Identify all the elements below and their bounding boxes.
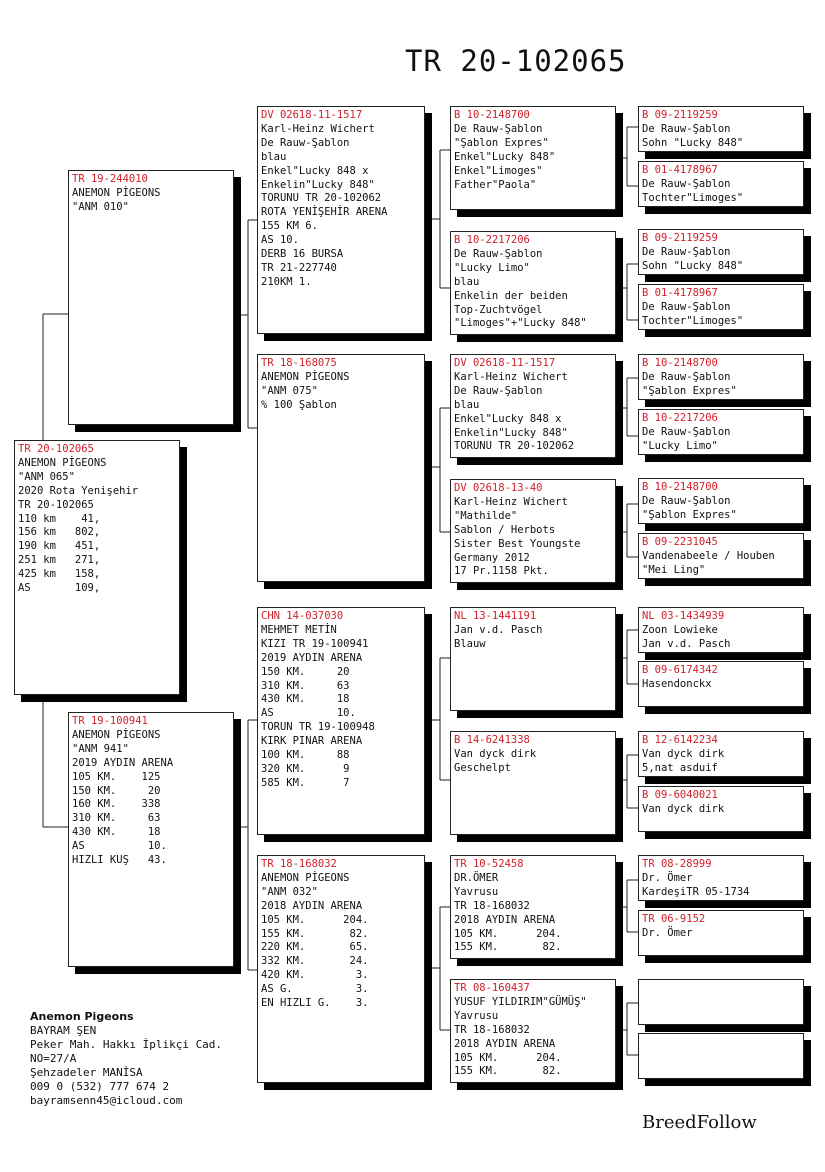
pigeon-details xyxy=(642,495,800,523)
detail-line: 2018 AYDIN ARENA xyxy=(261,899,363,912)
pigeon-details xyxy=(454,371,612,454)
detail-line: 210KM 1. xyxy=(261,275,312,288)
detail-line: 320 KM. 9 xyxy=(261,762,350,775)
detail-line: 310 KM. 63 xyxy=(72,812,161,825)
detail-line: "Lucky Limo" xyxy=(454,261,530,274)
detail-line: 150 KM. 20 xyxy=(72,784,161,797)
detail-line: AS 109, xyxy=(18,582,101,595)
detail-line: Sohn "Lucky 848" xyxy=(642,136,744,149)
detail-line: Jan v.d. Pasch xyxy=(642,637,731,650)
breeder-contact xyxy=(30,1010,222,1108)
ring-number: TR 18-168075 xyxy=(261,357,337,369)
pigeon-details xyxy=(642,301,800,329)
sire-card[interactable] xyxy=(68,170,234,425)
ancestor-card[interactable] xyxy=(638,409,804,455)
detail-line: ANEMON PİGEONS xyxy=(18,456,107,469)
ancestor-card[interactable] xyxy=(638,855,804,901)
great-grandparent-card[interactable] xyxy=(450,106,616,210)
pigeon-details xyxy=(261,371,421,413)
detail-line: DR.ÖMER xyxy=(454,871,499,884)
detail-line: Tochter"Limoges" xyxy=(642,191,744,204)
detail-line: AS 10. xyxy=(72,840,167,853)
ring-number: B 01-4178967 xyxy=(642,287,718,299)
grandparent-card[interactable] xyxy=(257,607,425,835)
detail-line: blau xyxy=(261,150,287,163)
detail-line: "ANM 065" xyxy=(18,470,75,483)
detail-line: KardeşiTR 05-1734 xyxy=(642,885,750,898)
detail-line: 430 KM. 18 xyxy=(72,826,161,839)
pigeon-details xyxy=(642,246,800,274)
detail-line: 430 KM. 18 xyxy=(261,693,350,706)
detail-line: "ANM 010" xyxy=(72,200,129,213)
pigeon-details xyxy=(642,550,800,578)
detail-line: Top-Zuchtvögel xyxy=(454,303,543,316)
ring-number: TR 08-28999 xyxy=(642,858,712,870)
detail-line: "Mei Ling" xyxy=(642,563,706,576)
dam-card[interactable] xyxy=(68,712,234,967)
pigeon-details xyxy=(454,624,612,652)
detail-line: Father"Paola" xyxy=(454,178,537,191)
detail-line: Sablon / Herbots xyxy=(454,523,556,536)
ancestor-card[interactable] xyxy=(638,161,804,207)
ring-number: TR 10-52458 xyxy=(454,858,524,870)
detail-line: AS 10. xyxy=(261,707,356,720)
subject-pigeon-card[interactable] xyxy=(14,440,180,695)
detail-line: De Rauw-Şablon xyxy=(642,370,731,383)
ancestor-card-empty[interactable] xyxy=(638,1033,804,1079)
ring-number: TR 06-9152 xyxy=(642,913,706,925)
grandparent-card[interactable] xyxy=(257,106,425,334)
detail-line: ANEMON PİGEONS xyxy=(261,370,350,383)
ring-number: B 09-6040021 xyxy=(642,789,718,801)
detail-line: Hasendonckx xyxy=(642,677,712,690)
detail-line: 105 KM. 204. xyxy=(454,1051,562,1064)
detail-line: Tochter"Limoges" xyxy=(642,314,744,327)
detail-line: 150 KM. 20 xyxy=(261,665,350,678)
detail-line: 155 KM 6. xyxy=(261,220,318,233)
detail-line: EN HIZLI G. 3. xyxy=(261,997,369,1010)
great-grandparent-card[interactable] xyxy=(450,479,616,583)
detail-line: DERB 16 BURSA xyxy=(261,248,344,261)
detail-line: Dr. Ömer xyxy=(642,926,693,939)
detail-line: 160 KM. 338 xyxy=(72,798,161,811)
ring-number: DV 02618-11-1517 xyxy=(261,109,363,121)
detail-line: Yavrusu xyxy=(454,885,499,898)
detail-line: Sister Best Youngste xyxy=(454,537,581,550)
grandparent-card[interactable] xyxy=(257,855,425,1083)
detail-line: "Şablon Expres" xyxy=(454,136,549,149)
detail-line: 425 km 158, xyxy=(18,568,101,581)
detail-line: 2018 AYDIN ARENA xyxy=(454,1037,556,1050)
detail-line: bayramsenn45@icloud.com xyxy=(30,1094,183,1107)
ancestor-card[interactable] xyxy=(638,910,804,956)
detail-line: Vandenabeele / Houben xyxy=(642,549,775,562)
detail-line: KIRK PINAR ARENA xyxy=(261,735,363,748)
pigeon-details xyxy=(72,187,230,215)
pigeon-details xyxy=(642,624,800,652)
detail-line: De Rauw-Şablon xyxy=(642,425,731,438)
detail-line: TORUNU TR 20-102062 xyxy=(261,192,382,205)
detail-line: TORUN TR 19-100948 xyxy=(261,721,375,734)
detail-line: blau xyxy=(454,398,480,411)
pigeon-details xyxy=(454,123,612,193)
detail-line: ANEMON PİGEONS xyxy=(72,186,161,199)
pigeon-details xyxy=(642,872,800,900)
ring-number: DV 02618-11-1517 xyxy=(454,357,556,369)
pigeon-details xyxy=(18,457,176,596)
detail-line: YUSUF YILDIRIM"GÜMÜŞ" xyxy=(454,995,587,1008)
detail-line: 17 Pr.1158 Pkt. xyxy=(454,565,549,578)
detail-line: Geschelpt xyxy=(454,761,511,774)
detail-line: 110 km 41, xyxy=(18,512,101,525)
pigeon-details xyxy=(261,624,421,791)
ring-number: TR 19-100941 xyxy=(72,715,148,727)
detail-line: Şehzadeler MANİSA xyxy=(30,1066,143,1079)
great-grandparent-card[interactable] xyxy=(450,231,616,335)
ancestor-card-empty[interactable] xyxy=(638,979,804,1025)
pigeon-details xyxy=(454,872,612,955)
detail-line: Van dyck dirk xyxy=(642,802,725,815)
pigeon-details xyxy=(642,426,800,454)
pigeon-details xyxy=(642,748,800,776)
detail-line: 105 KM. 125 xyxy=(72,770,161,783)
detail-line: "ANM 032" xyxy=(261,885,318,898)
detail-line: De Rauw-Şablon xyxy=(454,122,543,135)
pigeon-details xyxy=(261,872,421,1011)
pigeon-details xyxy=(642,803,800,817)
ancestor-card[interactable] xyxy=(638,731,804,777)
detail-line: TR 18-168032 xyxy=(454,1023,530,1036)
ancestor-card[interactable] xyxy=(638,661,804,707)
detail-line: Yavrusu xyxy=(454,1009,499,1022)
detail-line: "Limoges"+"Lucky 848" xyxy=(454,317,587,330)
ring-number: TR 19-244010 xyxy=(72,173,148,185)
ring-number: B 12-6142234 xyxy=(642,734,718,746)
detail-line: 155 KM. 82. xyxy=(454,1065,562,1078)
ring-number: CHN 14-037030 xyxy=(261,610,344,622)
detail-line: Peker Mah. Hakkı İplikçi Cad. xyxy=(30,1038,223,1051)
detail-line: 190 km 451, xyxy=(18,540,101,553)
detail-line: ANEMON PİGEONS xyxy=(72,728,161,741)
detail-line: AS G. 3. xyxy=(261,983,369,996)
grandparent-card[interactable] xyxy=(257,354,425,582)
detail-line: Jan v.d. Pasch xyxy=(454,623,543,636)
detail-line: 156 km 802, xyxy=(18,526,101,539)
ring-number: B 10-2148700 xyxy=(642,357,718,369)
detail-line: "Lucky Limo" xyxy=(642,439,718,452)
detail-line: TR 18-168032 xyxy=(454,899,530,912)
ring-number: B 10-2217206 xyxy=(454,234,530,246)
detail-line: 100 KM. 88 xyxy=(261,749,350,762)
ring-number: TR 08-160437 xyxy=(454,982,530,994)
ring-number: B 10-2148700 xyxy=(454,109,530,121)
pigeon-details xyxy=(454,996,612,1079)
ring-number: TR 20-102065 xyxy=(18,443,94,455)
detail-line: De Rauw-Şablon xyxy=(454,247,543,260)
detail-line: blau xyxy=(454,275,480,288)
detail-line: ANEMON PİGEONS xyxy=(261,871,350,884)
detail-line: Zoon Lowieke xyxy=(642,623,718,636)
detail-line: Enkelin"Lucky 848" xyxy=(261,178,375,191)
detail-line: TR 20-102065 xyxy=(18,498,94,511)
ring-number: DV 02618-13-40 xyxy=(454,482,543,494)
great-grandparent-card[interactable] xyxy=(450,354,616,458)
pigeon-details xyxy=(642,371,800,399)
detail-line: 155 KM. 82. xyxy=(261,927,369,940)
detail-line: Sohn "Lucky 848" xyxy=(642,259,744,272)
detail-line: 585 KM. 7 xyxy=(261,776,350,789)
detail-line: De Rauw-Şablon xyxy=(454,384,543,397)
pigeon-details xyxy=(642,123,800,151)
detail-line: Enkelin der beiden xyxy=(454,289,568,302)
detail-line: 220 KM. 65. xyxy=(261,941,369,954)
great-grandparent-card[interactable] xyxy=(450,855,616,959)
detail-line: Enkel"Limoges" xyxy=(454,164,543,177)
ring-number: B 09-6174342 xyxy=(642,664,718,676)
pigeon-details xyxy=(261,123,421,290)
detail-line: Enkel"Lucky 848 x xyxy=(261,164,369,177)
ring-number: B 09-2119259 xyxy=(642,109,718,121)
detail-line: "Şablon Expres" xyxy=(642,508,737,521)
detail-line: De Rauw-Şablon xyxy=(642,494,731,507)
detail-line: 5,nat asduif xyxy=(642,761,718,774)
page-title: TR 20-102065 xyxy=(405,44,627,78)
detail-line: 2019 AYDIN ARENA xyxy=(261,651,363,664)
ring-number: B 09-2119259 xyxy=(642,232,718,244)
detail-line: 332 KM. 24. xyxy=(261,955,369,968)
detail-line: "Şablon Expres" xyxy=(642,384,737,397)
ring-number: NL 03-1434939 xyxy=(642,610,725,622)
detail-line: 105 KM. 204. xyxy=(454,927,562,940)
detail-line: KIZI TR 19-100941 xyxy=(261,637,369,650)
detail-line: 105 KM. 204. xyxy=(261,913,369,926)
ring-number: B 10-2217206 xyxy=(642,412,718,424)
ring-number: TR 18-168032 xyxy=(261,858,337,870)
brand-logo: BreedFollow xyxy=(642,1112,757,1133)
detail-line: 009 0 (532) 777 674 2 xyxy=(30,1080,170,1093)
ring-number: B 14-6241338 xyxy=(454,734,530,746)
detail-line: Karl-Heinz Wichert xyxy=(454,370,568,383)
great-grandparent-card[interactable] xyxy=(450,979,616,1083)
detail-line: 420 KM. 3. xyxy=(261,969,369,982)
detail-line: 2020 Rota Yenişehir xyxy=(18,484,139,497)
detail-line: 155 KM. 82. xyxy=(454,941,562,954)
detail-line: Enkel"Lucky 848" xyxy=(454,150,556,163)
detail-line: Blauw xyxy=(454,637,486,650)
ancestor-card[interactable] xyxy=(638,106,804,152)
detail-line: NO=27/A xyxy=(30,1052,77,1065)
pigeon-details xyxy=(642,678,800,692)
detail-line: Dr. Ömer xyxy=(642,871,693,884)
ancestor-card[interactable] xyxy=(638,284,804,330)
breeder-name: Anemon Pigeons xyxy=(30,1010,134,1023)
detail-line: "ANM 941" xyxy=(72,742,129,755)
detail-line: BAYRAM ŞEN xyxy=(30,1024,97,1037)
detail-line: 2018 AYDIN ARENA xyxy=(454,913,556,926)
great-grandparent-card[interactable] xyxy=(450,607,616,711)
detail-line: TR 21-227740 xyxy=(261,261,337,274)
ancestor-card[interactable] xyxy=(638,786,804,832)
detail-line: "Mathilde" xyxy=(454,509,518,522)
pigeon-details xyxy=(642,927,800,941)
ancestor-card[interactable] xyxy=(638,533,804,579)
detail-line: Van dyck dirk xyxy=(454,747,537,760)
detail-line: Enkelin"Lucky 848" xyxy=(454,426,568,439)
ancestor-card[interactable] xyxy=(638,229,804,275)
detail-line: "ANM 075" xyxy=(261,384,318,397)
detail-line: Karl-Heinz Wichert xyxy=(261,122,375,135)
detail-line: HIZLI KUŞ 43. xyxy=(72,854,167,867)
great-grandparent-card[interactable] xyxy=(450,731,616,835)
detail-line: De Rauw-Şablon xyxy=(261,136,350,149)
ring-number: NL 13-1441191 xyxy=(454,610,537,622)
detail-line: % 100 Şablon xyxy=(261,398,337,411)
ring-number: B 09-2231045 xyxy=(642,536,718,548)
ancestor-card[interactable] xyxy=(638,607,804,653)
detail-line: De Rauw-Şablon xyxy=(642,122,731,135)
detail-line: De Rauw-Şablon xyxy=(642,177,731,190)
detail-line: Germany 2012 xyxy=(454,551,530,564)
detail-line: De Rauw-Şablon xyxy=(642,245,731,258)
ring-number: B 10-2148700 xyxy=(642,481,718,493)
pigeon-details xyxy=(454,496,612,579)
detail-line: De Rauw-Şablon xyxy=(642,300,731,313)
detail-line: ROTA YENİŞEHİR ARENA xyxy=(261,206,388,219)
detail-line: TORUNU TR 20-102062 xyxy=(454,440,575,453)
detail-line: 310 KM. 63 xyxy=(261,679,350,692)
pigeon-details xyxy=(72,729,230,868)
detail-line: MEHMET METİN xyxy=(261,623,337,636)
detail-line: Van dyck dirk xyxy=(642,747,725,760)
detail-line: 251 km 271, xyxy=(18,554,101,567)
pigeon-details xyxy=(642,178,800,206)
detail-line: Enkel"Lucky 848 x xyxy=(454,412,562,425)
contact-details xyxy=(30,1024,222,1108)
detail-line: 2019 AYDIN ARENA xyxy=(72,756,174,769)
pigeon-details xyxy=(454,748,612,776)
ancestor-card[interactable] xyxy=(638,478,804,524)
ancestor-card[interactable] xyxy=(638,354,804,400)
detail-line: AS 10. xyxy=(261,234,299,247)
ring-number: B 01-4178967 xyxy=(642,164,718,176)
detail-line: Karl-Heinz Wichert xyxy=(454,495,568,508)
pigeon-details xyxy=(454,248,612,331)
